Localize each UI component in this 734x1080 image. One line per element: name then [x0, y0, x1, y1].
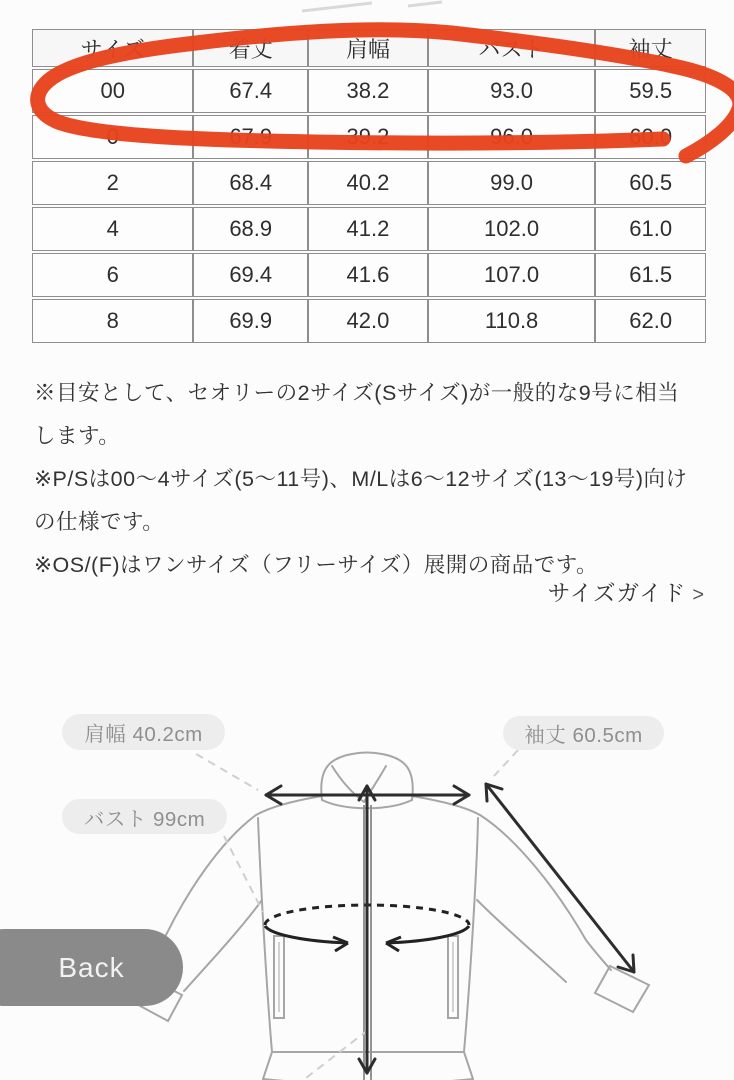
back-button-label: Back: [58, 951, 125, 983]
cell-size: 6: [32, 253, 193, 297]
cell-sleeve: 59.5: [595, 69, 706, 113]
header-length: 着丈: [193, 29, 308, 67]
table-header-row: [32, 29, 706, 67]
jacket-pockets: [274, 936, 458, 1018]
photo-edge-smudge: [302, 2, 442, 11]
cell-size: 4: [32, 207, 193, 251]
cell-shoulder: 40.2: [308, 161, 428, 205]
zipper-line: [364, 805, 371, 1080]
table-row-size-00: [32, 69, 706, 113]
cell-length: 68.4: [193, 161, 308, 205]
note-line: ※P/Sは00〜4サイズ(5〜11号)、M/Lは6〜12サイズ(13〜19号)向け: [34, 467, 688, 491]
bust-label: バスト 99cm: [62, 799, 227, 834]
cell-length: 67.4: [193, 69, 308, 113]
size-notes: [34, 372, 710, 587]
table-row-size-4: [32, 207, 706, 251]
cell-length: 68.9: [193, 207, 308, 251]
cell-shoulder: 41.2: [308, 207, 428, 251]
cell-sleeve: 62.0: [595, 299, 706, 343]
label-connector-lines: [196, 750, 518, 1078]
table-row-size-6: [32, 253, 706, 297]
chevron-right-icon: >: [692, 584, 705, 606]
cell-bust: 96.0: [428, 115, 595, 159]
header-size: サイズ: [32, 29, 193, 67]
back-button[interactable]: [0, 929, 183, 1006]
shoulder-width-label: 肩幅 40.2cm: [62, 714, 225, 750]
note-line: ※目安として、セオリーの2サイズ(Sサイズ)が一般的な9号に相当: [34, 381, 680, 405]
sleeve-length-label: 袖丈 60.5cm: [503, 716, 664, 750]
size-guide-label: サイズガイド: [547, 581, 687, 606]
cell-shoulder: 38.2: [308, 69, 428, 113]
cell-length: 67.9: [193, 115, 308, 159]
measure-arrows: [266, 784, 634, 1073]
cell-sleeve: 61.0: [595, 207, 706, 251]
cell-size: 2: [32, 161, 193, 205]
note-line: ※OS/(F)はワンサイズ（フリーサイズ）展開の商品です。: [34, 553, 598, 577]
cell-size: 8: [32, 299, 193, 343]
cell-shoulder: 41.6: [308, 253, 428, 297]
note-line: します。: [34, 424, 121, 448]
cell-sleeve: 60.5: [595, 161, 706, 205]
table-row-size-8: [32, 299, 706, 343]
cell-bust: 107.0: [428, 253, 595, 297]
cell-bust: 102.0: [428, 207, 595, 251]
bust-measure-arrows: [265, 905, 469, 951]
cell-length: 69.9: [193, 299, 308, 343]
size-table: [32, 27, 706, 345]
size-guide-link[interactable]: [548, 576, 705, 608]
cell-bust: 99.0: [428, 161, 595, 205]
cell-shoulder: 42.0: [308, 299, 428, 343]
header-sleeve: 袖丈: [595, 29, 706, 67]
cell-sleeve: 60.0: [595, 115, 706, 159]
cell-bust: 110.8: [428, 299, 595, 343]
table-row-size-0: [32, 115, 706, 159]
note-line: の仕様です。: [34, 510, 165, 534]
table-row-size-2: [32, 161, 706, 205]
cell-size: 00: [32, 69, 193, 113]
sleeve-length-arrow: [486, 784, 634, 972]
header-bust: バスト: [428, 29, 595, 67]
cell-length: 69.4: [193, 253, 308, 297]
cell-sleeve: 61.5: [595, 253, 706, 297]
header-shoulder: 肩幅: [308, 29, 428, 67]
cell-bust: 93.0: [428, 69, 595, 113]
cell-shoulder: 39.2: [308, 115, 428, 159]
cell-size: 0: [32, 115, 193, 159]
